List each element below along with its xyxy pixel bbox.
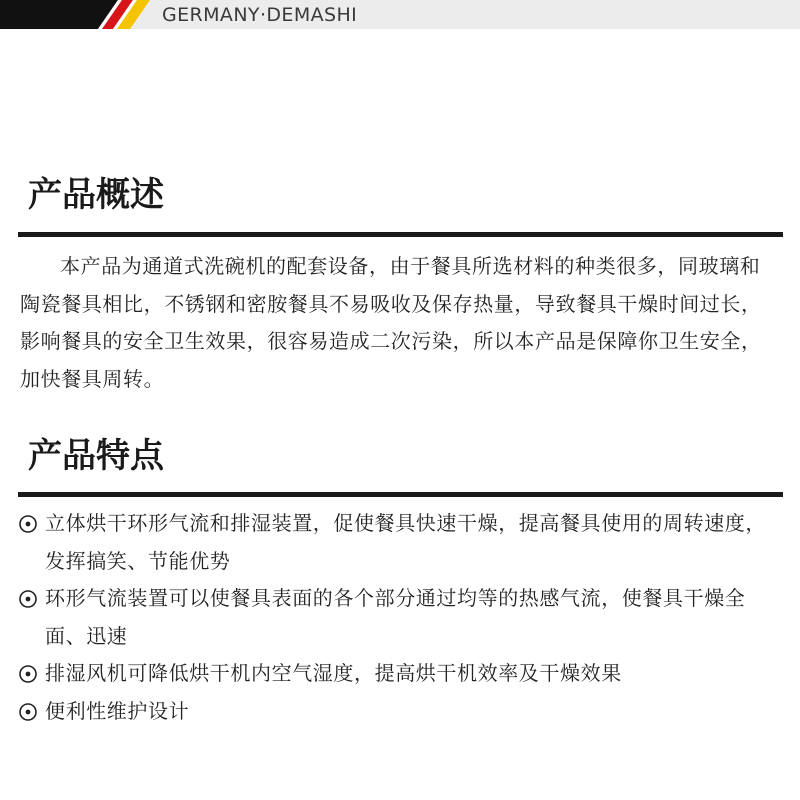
feature-item: [18, 693, 783, 731]
feature-text: 便利性维护设计: [45, 698, 190, 723]
circle-dot-icon: [18, 702, 38, 722]
circle-dot-icon: [18, 589, 38, 609]
header-bar: [0, 0, 800, 29]
feature-text: 立体烘干环形气流和排湿装置，促使餐具快速干燥，提高餐具使用的周转速度，发挥搞笑、节能优势: [45, 511, 766, 573]
feature-item: [18, 580, 783, 655]
overview-title: 产品概述: [28, 175, 164, 215]
circle-dot-icon: [18, 514, 38, 534]
feature-list: [18, 505, 783, 730]
overview-paragraph: 本产品为通道式洗碗机的配套设备，由于餐具所选材料的种类很多，同玻璃和陶瓷餐具相比，不锈钢和密胺餐具不易吸收及保存热量，导致餐具干燥时间过长，影响餐具的安全卫生效果，很容易造成二次污染，所以本产品是保障你卫生安全，加快餐具周转。: [20, 254, 762, 391]
stripe-black: [0, 0, 118, 29]
features-divider: [18, 492, 783, 497]
overview-divider: [18, 232, 783, 237]
brand-name: GERMANY·DEMASHI: [162, 4, 358, 26]
feature-text: 环形气流装置可以使餐具表面的各个部分通过均等的热感气流，使餐具干燥全面、迅速: [45, 586, 746, 648]
feature-item: [18, 505, 783, 580]
flag-stripes-logo: [0, 0, 170, 29]
feature-text: 排湿风机可降低烘干机内空气湿度，提高烘干机效率及干燥效果: [45, 661, 622, 685]
circle-dot-icon: [18, 664, 38, 684]
features-title: 产品特点: [28, 436, 164, 476]
feature-item: [18, 655, 783, 693]
